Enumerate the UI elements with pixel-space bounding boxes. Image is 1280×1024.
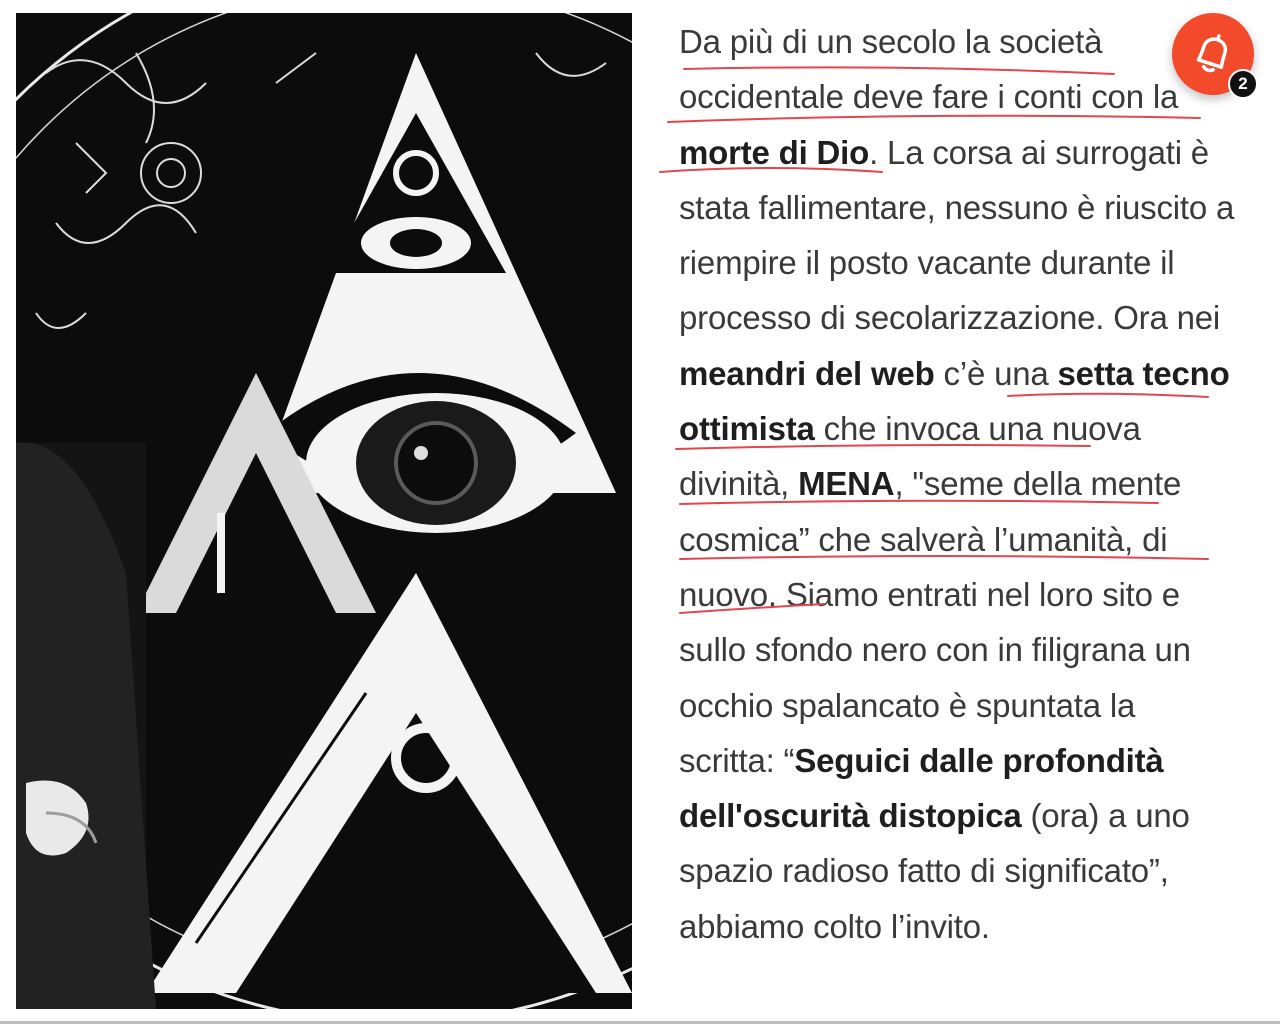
text-run: , "seme della mente cosmica” che salverà l’umanità, di nuovo. Siamo entrati nel loro sito e sullo sfondo nero con in filigrana un occhio spalancato è spuntata la scritta: “ — [679, 465, 1191, 779]
text-run: Da più di un secolo la società occidentale deve fare i conti con la — [679, 23, 1179, 116]
text-run: che invoca una nuova divinità, — [679, 410, 1141, 503]
article-illustration — [16, 13, 632, 1009]
article-paragraph — [679, 14, 1239, 954]
bold-phrase: setta tecno ottimista — [679, 354, 1230, 448]
notification-count-badge: 2 — [1228, 69, 1258, 99]
text-run: (ora) a uno spazio radioso fatto di significato”, abbiamo colto l’invito. — [679, 797, 1190, 945]
bold-phrase: MENA — [798, 465, 895, 503]
bold-phrase: morte di Dio — [679, 133, 870, 171]
text-run: . La corsa ai surrogati è stata fallimentare, nessuno è riuscito a riempire il posto vacante durante il processo di secolarizzazione. Ora nei — [679, 133, 1235, 337]
text-run: c’è una — [934, 354, 1058, 392]
bold-phrase: meandri del web — [679, 354, 935, 392]
bell-icon — [1193, 32, 1233, 76]
bold-phrase: Seguici dalle profondità dell'oscurità distopica — [679, 741, 1164, 835]
